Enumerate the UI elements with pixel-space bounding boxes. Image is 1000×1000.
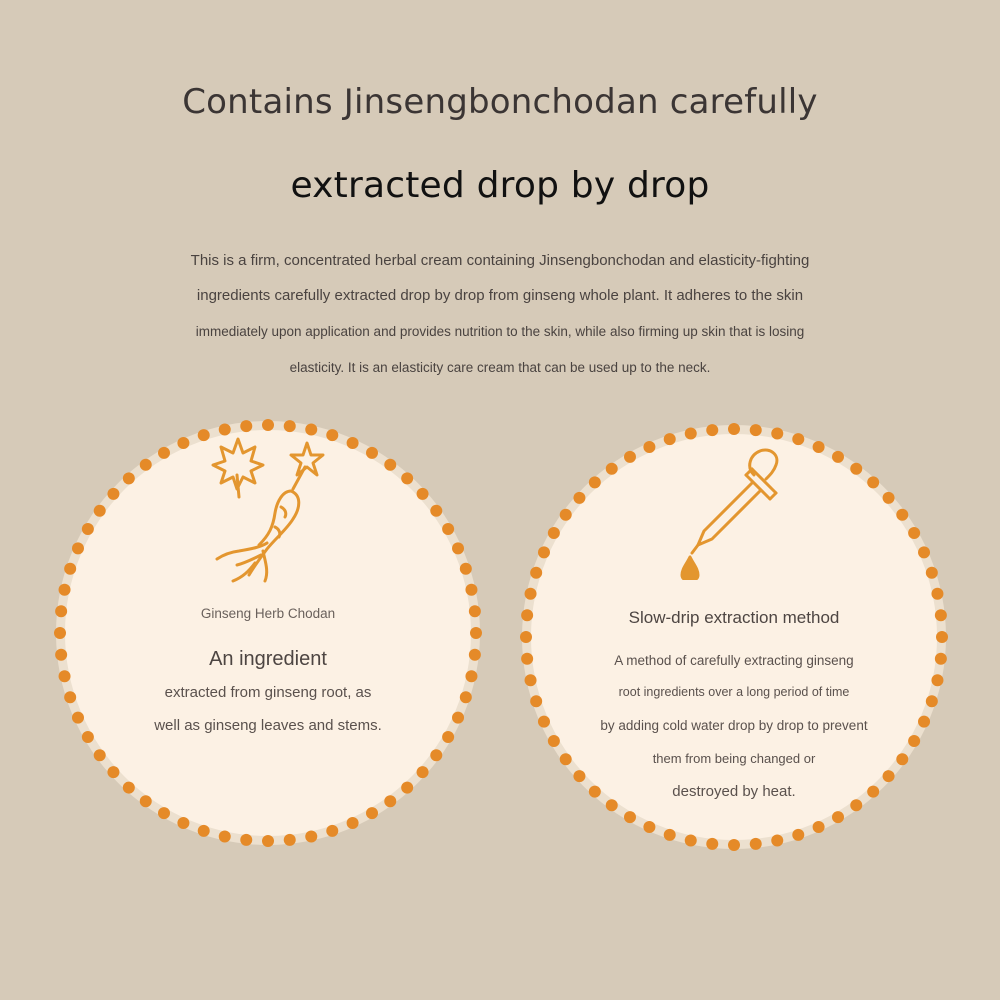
border-dot: [94, 749, 106, 761]
border-dot: [366, 807, 378, 819]
border-dot: [792, 433, 804, 445]
badge-heading: Slow-drip extraction method: [628, 608, 840, 627]
border-dot: [366, 447, 378, 459]
border-dot: [158, 807, 170, 819]
border-dot: [64, 563, 76, 575]
border-dot: [417, 766, 429, 778]
border-dot: [931, 588, 943, 600]
badge-text-line-1: A method of carefully extracting ginseng: [614, 653, 854, 668]
border-dot: [936, 631, 948, 643]
border-dot: [832, 811, 844, 823]
border-dot: [589, 476, 601, 488]
border-dot: [107, 766, 119, 778]
badge-text-line-3: by adding cold water drop by drop to prevent: [600, 718, 868, 733]
border-dot: [706, 838, 718, 850]
border-dot: [305, 830, 317, 842]
border-dot: [573, 492, 585, 504]
badge-text-line-4: them from being changed or: [652, 751, 816, 766]
border-dot: [850, 463, 862, 475]
border-dot: [883, 770, 895, 782]
border-dot: [417, 488, 429, 500]
border-dot: [54, 627, 66, 639]
badge-text-line-5: destroyed by heat.: [672, 783, 796, 800]
description-line-4: elasticity. It is an elasticity care cream that can be used up to the neck.: [289, 360, 711, 375]
description-line-3: immediately upon application and provides nutrition to the skin, while also firming up skin that is losing: [195, 324, 805, 339]
border-dot: [401, 782, 413, 794]
border-dot: [685, 834, 697, 846]
border-dot: [664, 433, 676, 445]
border-dot: [548, 527, 560, 539]
border-dot: [470, 627, 482, 639]
badge-heading: An ingredient: [209, 648, 327, 670]
border-dot: [813, 441, 825, 453]
border-dot: [158, 447, 170, 459]
border-dot: [728, 839, 740, 851]
border-dot: [832, 451, 844, 463]
border-dot: [465, 670, 477, 682]
border-dot: [262, 419, 274, 431]
border-dot: [107, 488, 119, 500]
border-dot: [664, 829, 676, 841]
border-dot: [347, 437, 359, 449]
border-dot: [140, 459, 152, 471]
border-dot: [94, 505, 106, 517]
border-dot: [606, 463, 618, 475]
border-dot: [59, 670, 71, 682]
border-dot: [792, 829, 804, 841]
border-dot: [198, 825, 210, 837]
border-dot: [177, 817, 189, 829]
border-dot: [240, 834, 252, 846]
badge-text-line-1: extracted from ginseng root, as: [164, 684, 372, 701]
badge-label: Ginseng Herb Chodan: [200, 606, 336, 621]
border-dot: [430, 505, 442, 517]
border-dot: [643, 441, 655, 453]
border-dot: [123, 782, 135, 794]
border-dot: [401, 472, 413, 484]
border-dot: [750, 424, 762, 436]
border-dot: [813, 821, 825, 833]
border-dot: [685, 428, 697, 440]
border-dot: [326, 825, 338, 837]
border-dot: [530, 567, 542, 579]
border-dot: [262, 835, 274, 847]
description-line-1: This is a firm, concentrated herbal cream containing Jinsengbonchodan and elasticity-fighting: [190, 252, 810, 269]
border-dot: [896, 509, 908, 521]
badge-text-line-2: root ingredients over a long period of time: [618, 685, 850, 699]
border-dot: [430, 749, 442, 761]
dropper-icon: [676, 445, 796, 585]
border-dot: [548, 735, 560, 747]
headline-line-1: Contains Jinsengbonchodan carefully: [182, 82, 818, 122]
border-dot: [918, 546, 930, 558]
border-dot: [850, 799, 862, 811]
border-dot: [123, 472, 135, 484]
border-dot: [82, 523, 94, 535]
border-dot: [59, 584, 71, 596]
border-dot: [525, 588, 537, 600]
border-dot: [384, 459, 396, 471]
border-dot: [750, 838, 762, 850]
border-dot: [442, 523, 454, 535]
border-dot: [624, 451, 636, 463]
ginseng-herb-badge: [48, 413, 488, 853]
border-dot: [643, 821, 655, 833]
border-dot: [883, 492, 895, 504]
border-dot: [72, 542, 84, 554]
border-dot: [606, 799, 618, 811]
border-dot: [538, 546, 550, 558]
border-dot: [771, 428, 783, 440]
description-line-2: ingredients carefully extracted drop by drop from ginseng whole plant. It adheres to the skin: [196, 287, 804, 304]
border-dot: [347, 817, 359, 829]
border-dot: [140, 795, 152, 807]
border-dot: [908, 735, 920, 747]
border-dot: [452, 542, 464, 554]
border-dot: [573, 770, 585, 782]
border-dot: [177, 437, 189, 449]
slow-drip-badge: [514, 417, 954, 857]
border-dot: [926, 567, 938, 579]
border-dot: [624, 811, 636, 823]
border-dot: [706, 424, 718, 436]
border-dot: [219, 830, 231, 842]
border-dot: [728, 423, 740, 435]
border-dot: [771, 834, 783, 846]
border-dot: [460, 563, 472, 575]
border-dot: [520, 631, 532, 643]
border-dot: [908, 527, 920, 539]
border-dot: [284, 834, 296, 846]
border-dot: [867, 476, 879, 488]
border-dot: [560, 509, 572, 521]
badge-text-line-2: well as ginseng leaves and stems.: [154, 717, 382, 734]
border-dot: [384, 795, 396, 807]
ginseng-root-icon: [203, 431, 333, 591]
border-dot: [465, 584, 477, 596]
headline-line-2: extracted drop by drop: [290, 165, 710, 206]
